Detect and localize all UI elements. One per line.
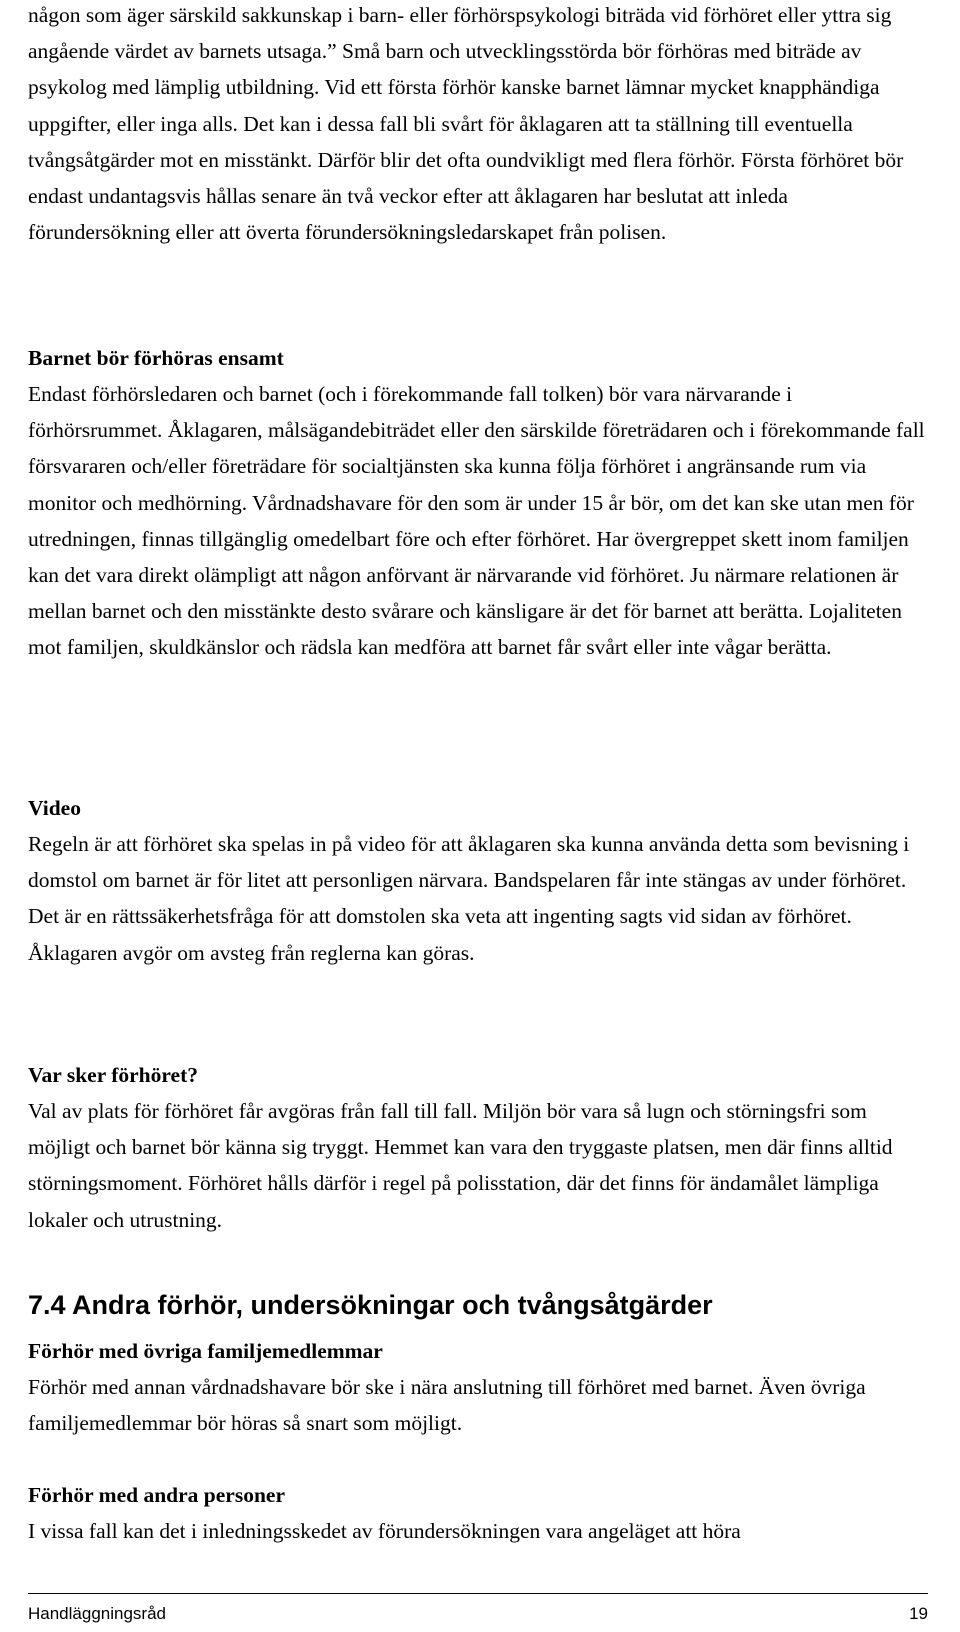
chapter-heading: 7.4 Andra förhör, undersökningar och tvångsåtgärder bbox=[28, 1290, 713, 1320]
subsection-body-others: I vissa fall kan det i inledningsskedet av förundersökningen vara angeläget att höra bbox=[28, 1519, 741, 1543]
section-heading-video: Video bbox=[28, 796, 81, 820]
page-number: 19 bbox=[909, 1604, 928, 1623]
section-body-video: Regeln är att förhöret ska spelas in på video för att åklagaren ska kunna använda detta som bevisning i domstol om barnet är för litet att personligen närvara. Bandspelaren får inte stängas av under förhöret. Det är en rättssäkerhetsfråga för att domstolen ska veta att ingenting sagts vid sidan av förhöret. Åklagaren avgör om avsteg från reglerna kan göras. bbox=[28, 832, 910, 965]
section-heading-location: Var sker förhöret? bbox=[28, 1063, 198, 1087]
subsection-heading-others: Förhör med andra personer bbox=[28, 1483, 285, 1507]
section-heading-alone: Barnet bör förhöras ensamt bbox=[28, 346, 284, 370]
intro-paragraph: någon som äger särskild sakkunskap i barn- eller förhörspsykologi biträda vid förhöret eller yttra sig angående värdet av barnets utsaga.” Små barn och utvecklingsstörda bör förhöras med biträde av psykolog med lämplig utbildning. Vid ett första förhör kanske barnet lämnar mycket knapphändiga uppgifter, eller inga alls. Det kan i dessa fall bli svårt för åklagaren att ta ställning till eventuella tvångsåtgärder mot en misstänkt. Därför blir det ofta oundvikligt med flera förhör. Första förhöret bör endast undantagsvis hållas senare än två veckor efter att åklagaren har beslutat att inleda förundersökning eller att överta förundersökningsledarskapet från polisen. bbox=[28, 3, 904, 245]
footer-divider bbox=[28, 1593, 928, 1594]
section-body-alone: Endast förhörsledaren och barnet (och i förekommande fall tolken) bör vara närvarande i förhörsrummet. Åklagaren, målsägandebiträdet eller den särskilde företrädaren och i förekommande fall försvararen och/eller företrädare för socialtjänsten ska kunna följa förhöret i angränsande rum via monitor och medhörning. Vårdnadshavare för den som är under 15 år bör, om det kan ske utan men för utredningen, finnas tillgänglig omedelbart före och efter förhöret. Har övergreppet skett inom familjen kan det vara direkt olämpligt att någon anförvant är närvarande vid förhöret. Ju närmare relationen är mellan barnet och den misstänkte desto svårare och känsligare är det för barnet att berätta. Lojaliteten mot familjen, skuldkänslor och rädsla kan medföra att barnet får svårt eller inte vågar berätta. bbox=[28, 382, 925, 660]
subsection-body-family: Förhör med annan vårdnadshavare bör ske i nära anslutning till förhöret med barnet. Även övriga familjemedlemmar bör höras så snart som möjligt. bbox=[28, 1375, 866, 1436]
footer-title: Handläggningsråd bbox=[28, 1604, 166, 1623]
subsection-heading-family: Förhör med övriga familjemedlemmar bbox=[28, 1339, 383, 1363]
section-body-location: Val av plats för förhöret får avgöras från fall till fall. Miljön bör vara så lugn och störningsfri som möjligt och barnet bör känna sig tryggt. Hemmet kan vara den tryggaste platsen, men där finns alltid störningsmoment. Förhöret hålls därför i regel på polisstation, där det finns för ändamålet lämpliga lokaler och utrustning. bbox=[28, 1099, 893, 1232]
